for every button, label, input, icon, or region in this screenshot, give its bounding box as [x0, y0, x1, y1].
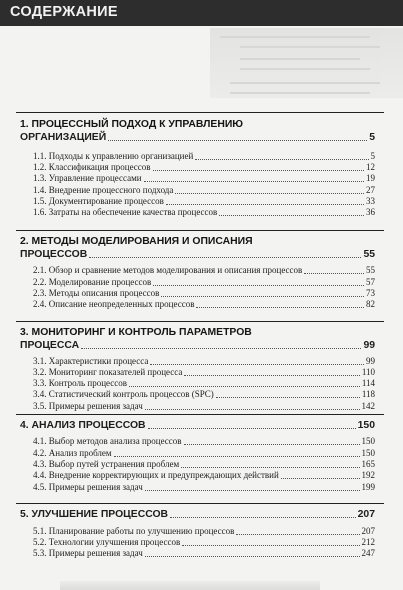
toc-section-item — [0, 151, 403, 162]
toc-section-item-leader-dots — [150, 364, 364, 365]
toc-section-item-page: 212 — [361, 537, 375, 547]
toc-section-item-page: 33 — [366, 196, 375, 206]
toc-section-item-page: 55 — [366, 265, 375, 275]
toc-section-item-label: 4.5. Примеры решения задач — [33, 482, 143, 492]
toc-section-item-page: 247 — [361, 548, 375, 558]
chapter-2-entry-label: ПРОЦЕССОВ — [20, 249, 88, 260]
toc-section-item-leader-dots — [182, 545, 360, 546]
toc-section-item — [0, 265, 403, 276]
chapter-4-entry-page: 150 — [357, 420, 375, 431]
toc-section-item-label: 3.1. Характеристики процесса — [33, 356, 149, 366]
toc-section-item-leader-dots — [184, 444, 360, 445]
toc-section-item-label: 3.4. Статистический контроль процессов (SPC) — [33, 389, 214, 399]
chapter-rule — [16, 414, 384, 415]
toc-section-item-label: 4.2. Анализ проблем — [33, 448, 112, 458]
toc-section-item-leader-dots — [281, 478, 360, 479]
toc-section-item-leader-dots — [145, 556, 360, 557]
toc-section-item — [0, 548, 403, 559]
toc-section-item-leader-dots — [144, 181, 364, 182]
toc-section-item-leader-dots — [161, 296, 364, 297]
chapter-1-title: 1. ПРОЦЕССНЫЙ ПОДХОД К УПРАВЛЕНИЮ — [20, 119, 244, 130]
toc-section-item-page: 19 — [366, 173, 375, 183]
toc-section-item-label: 4.1. Выбор методов анализа процессов — [33, 436, 182, 446]
toc-section-item-leader-dots — [175, 193, 364, 194]
toc-section-item-label: 3.3. Контроль процессов — [33, 378, 127, 388]
toc-section-item-leader-dots — [181, 467, 360, 468]
toc-section-item-label: 5.1. Планирование работы по улучшению процессов — [33, 526, 235, 536]
toc-section-item-leader-dots — [216, 397, 360, 398]
chapter-4-entry-label: 4. АНАЛИЗ ПРОЦЕССОВ — [20, 420, 146, 431]
chapter-3-title: 3. МОНИТОРИНГ И КОНТРОЛЬ ПАРАМЕТРОВ — [20, 327, 252, 338]
toc-section-item — [0, 299, 403, 310]
toc-section-item-page: 207 — [361, 526, 375, 536]
toc-section-item-page: 82 — [366, 299, 375, 309]
toc-section-item-label: 1.3. Управление процессами — [33, 173, 142, 183]
toc-section-item — [0, 537, 403, 548]
toc-section-item — [0, 448, 403, 459]
toc-section-item-label: 1.2. Классификация процессов — [33, 162, 151, 172]
toc-section-item-leader-dots — [153, 170, 364, 171]
toc-section-item-leader-dots — [114, 456, 360, 457]
toc-section-item-label: 4.4. Внедрение корректирующих и предупреждающих действий — [33, 470, 279, 480]
header-band — [0, 0, 403, 26]
chapter-2-entry-leader-dots — [89, 257, 361, 258]
toc-section-item — [0, 367, 403, 378]
toc-section-item — [0, 173, 403, 184]
toc-section-item-leader-dots — [145, 409, 360, 410]
chapter-rule — [16, 321, 384, 322]
toc-section-item-leader-dots — [129, 386, 360, 387]
chapter-1-entry-page: 5 — [369, 132, 375, 143]
toc-section-item-label: 3.5. Примеры решения задач — [33, 401, 143, 411]
toc-section-item-leader-dots — [184, 375, 360, 376]
toc-section-item-page: 199 — [361, 482, 375, 492]
chapter-rule — [16, 112, 384, 113]
facing-page-bleed-bottom — [60, 581, 320, 590]
toc-section-item-leader-dots — [153, 285, 364, 286]
chapter-3-entry-page: 99 — [363, 340, 375, 351]
toc-section-item — [0, 277, 403, 288]
chapter-5-entry — [0, 508, 403, 521]
toc-section-item-label: 1.5. Документирование процессов — [33, 196, 164, 206]
chapter-rule — [16, 503, 384, 504]
chapter-1-entry-label: ОРГАНИЗАЦИЕЙ — [20, 132, 107, 143]
toc-section-item-label: 2.1. Обзор и сравнение методов моделирования и описания процессов — [33, 265, 303, 275]
toc-section-item — [0, 470, 403, 481]
toc-section-item-leader-dots — [219, 215, 364, 216]
toc-section-item-leader-dots — [304, 273, 364, 274]
toc-section-item — [0, 207, 403, 218]
chapter-4-entry — [0, 419, 403, 432]
toc-section-item — [0, 436, 403, 447]
toc-section-item — [0, 459, 403, 470]
toc-section-item-page: 110 — [361, 367, 375, 377]
toc-section-item — [0, 526, 403, 537]
toc-section-item-page: 12 — [366, 162, 375, 172]
toc-section-item-page: 192 — [361, 470, 375, 480]
toc-section-item-label: 1.6. Затраты на обеспечение качества процессов — [33, 207, 218, 217]
toc-section-item-leader-dots — [236, 534, 360, 535]
chapter-5-entry-page: 207 — [357, 509, 375, 520]
toc-section-item-page: 73 — [366, 288, 375, 298]
toc-section-item-label: 1.1. Подходы к управлению организацией — [33, 151, 194, 161]
chapter-1-entry-leader-dots — [108, 140, 367, 141]
toc-section-item-page: 114 — [361, 378, 375, 388]
toc-section-item-label: 2.4. Описание неопределенных процессов — [33, 299, 195, 309]
toc-section-item-label: 1.4. Внедрение процессного подхода — [33, 185, 174, 195]
toc-section-item — [0, 356, 403, 367]
chapter-2-title: 2. МЕТОДЫ МОДЕЛИРОВАНИЯ И ОПИСАНИЯ — [20, 236, 253, 247]
toc-section-item-leader-dots — [166, 204, 364, 205]
toc-section-item-label: 2.2. Моделирование процессов — [33, 277, 152, 287]
toc-section-item-page: 36 — [366, 207, 375, 217]
toc-section-item-page: 150 — [361, 436, 375, 446]
chapter-2-entry — [0, 248, 403, 261]
toc-section-item — [0, 378, 403, 389]
toc-section-item-label: 4.3. Выбор путей устранения проблем — [33, 459, 180, 469]
chapter-1-entry — [0, 131, 403, 144]
toc-section-item-label: 3.2. Мониторинг показателей процесса — [33, 367, 183, 377]
toc-section-item-page: 165 — [361, 459, 375, 469]
toc-section-item — [0, 482, 403, 493]
toc-section-item-page: 99 — [366, 356, 375, 366]
toc-section-item — [0, 196, 403, 207]
toc-section-item-page: 57 — [366, 277, 375, 287]
toc-section-item-label: 2.3. Методы описания процессов — [33, 288, 160, 298]
toc-section-item-leader-dots — [195, 159, 369, 160]
toc-section-item — [0, 185, 403, 196]
toc-section-item-page: 118 — [361, 389, 375, 399]
toc-section-item-page: 5 — [370, 151, 375, 161]
chapter-rule — [16, 230, 384, 231]
toc-section-item-label: 5.2. Технологии улучшения процессов — [33, 537, 181, 547]
chapter-4-entry-leader-dots — [148, 428, 356, 429]
toc-section-item — [0, 288, 403, 299]
chapter-2-entry-page: 55 — [363, 249, 375, 260]
chapter-3-entry-leader-dots — [81, 348, 361, 349]
toc-section-item — [0, 401, 403, 412]
toc-section-item-page: 150 — [361, 448, 375, 458]
chapter-5-entry-leader-dots — [170, 517, 356, 518]
chapter-3-entry-label: ПРОЦЕССА — [20, 340, 80, 351]
toc-section-item-label: 5.3. Примеры решения задач — [33, 548, 143, 558]
chapter-5-entry-label: 5. УЛУЧШЕНИЕ ПРОЦЕССОВ — [20, 509, 169, 520]
toc-section-item — [0, 162, 403, 173]
page-title: СОДЕРЖАНИЕ — [10, 4, 118, 20]
toc-section-item-leader-dots — [196, 307, 364, 308]
toc-section-item-leader-dots — [145, 490, 360, 491]
facing-page-bleed — [210, 28, 403, 98]
chapter-3-entry — [0, 339, 403, 352]
toc-section-item — [0, 389, 403, 400]
toc-section-item-page: 27 — [366, 185, 375, 195]
toc-section-item-page: 142 — [361, 401, 375, 411]
